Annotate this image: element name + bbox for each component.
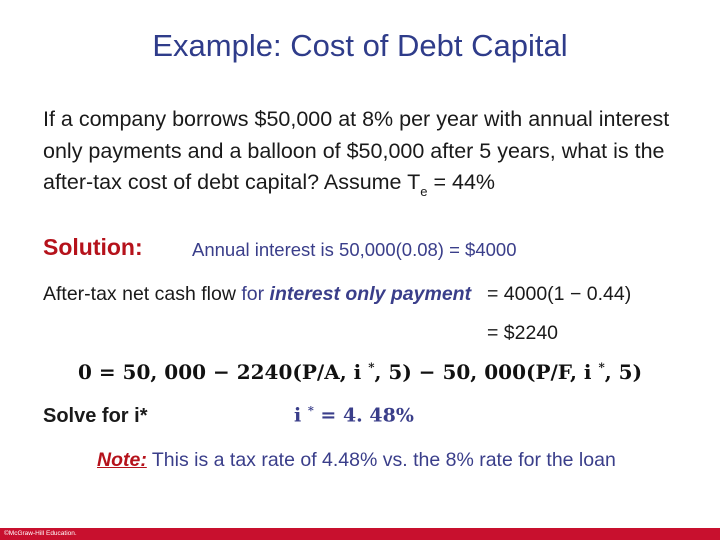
footer-copyright: ©McGraw-Hill Education. [4,530,77,537]
after-tax-equation-2: = $2240 [487,322,559,344]
main-equation-part-2: , 5) − 50, 000(P/F, i [374,360,599,384]
after-tax-label: After-tax net cash flow [43,283,242,305]
question-line-2: only payments and a balloon of $50,000 after 5 years, what is the [43,139,665,163]
after-tax-cash-flow-line [43,283,471,306]
main-equation-part-3: , 5) [604,360,643,384]
answer-rate: = 4. 48% [313,404,414,427]
question-line-3 [43,170,496,199]
slide-title: Example: Cost of Debt Capital [152,28,568,63]
after-tax-equation-1: = 4000(1 − 0.44) [487,283,632,305]
main-equation-part-1: 0 = 50, 000 − 2240(P/A, i [77,360,369,384]
tax-subscript: e [420,184,428,199]
star-superscript-1: * [368,360,375,375]
solve-for-label: Solve for i* [43,405,148,427]
interest-only-payment-emphasis: interest only payment [269,283,472,305]
note-line [97,449,616,472]
answer-i: i [294,404,308,427]
tax-rate-value: = 44% [427,170,496,194]
for-word: for [241,283,270,305]
annual-interest-text: Annual interest is 50,000(0.08) = $4000 [192,239,517,260]
question-line-1: If a company borrows $50,000 at 8% per year with annual interest [43,107,670,131]
note-label: Note: [97,449,147,471]
star-superscript-2: * [598,360,605,375]
answer-value [294,403,414,426]
question-line-3-text: after-tax cost of debt capital? Assume T [43,170,421,194]
solution-label: Solution: [43,234,143,260]
note-text: This is a tax rate of 4.48% vs. the 8% rate for the loan [146,449,616,471]
main-equation [0,360,720,384]
footer-bar [0,528,720,540]
answer-star: * [307,403,314,417]
